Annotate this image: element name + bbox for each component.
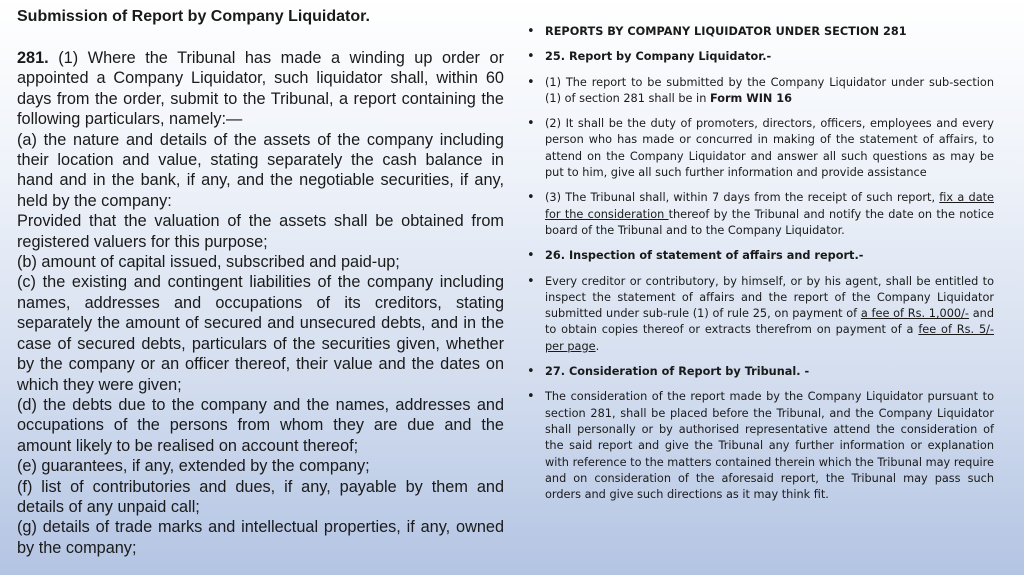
item-c: (c) the existing and contingent liabilities of the company including names, addresses and occupations of its creditors, stating separately the amount of secured and unsecured debts, and in the case of secured debts, particulars of the securities given, whether by the company or an officer thereof, their value and the dates on which they were given; (17, 273, 504, 394)
bullet-icon: • (527, 190, 535, 206)
item-a: (a) the nature and details of the assets of the company including their location and value, stating separately the cash balance in hand and in the bank, if any, and the negotiable securities, if any, held by the company: (17, 130, 504, 210)
list-item-rule27-text (527, 389, 994, 503)
section-number: 281. (17, 49, 49, 67)
rule26-text-b: and to obtain copies thereof or extracts therefrom on payment of a (545, 307, 994, 337)
rule27-title: 27. Consideration of Report by Tribunal. - (545, 365, 810, 379)
section-281-intro (17, 48, 504, 130)
rule26-fee-1: a fee of Rs. 1,000/- (860, 307, 970, 321)
rule25-3-underlined: fix a date for the consideration (545, 191, 994, 221)
item-f: (f) list of contributories and dues, if any, payable by them and details of any unpaid call; (17, 477, 504, 516)
rule25-3-text-a: (3) The Tribunal shall, within 7 days from the receipt of such report, (545, 191, 940, 205)
rule25-1-text: (1) The report to be submitted by the Company Liquidator under sub-section (1) of section 281 shall be in (545, 75, 994, 105)
list-item-rule26-title (527, 248, 994, 264)
bullet-icon: • (527, 273, 535, 289)
bullet-icon: • (527, 49, 535, 65)
item-e: (e) guarantees, if any, extended by the company; (17, 457, 370, 476)
bullet-icon: • (527, 248, 535, 264)
rule26-text-c: . (595, 339, 600, 353)
list-item-rule25-3 (527, 190, 994, 239)
bullet-icon: • (527, 116, 535, 132)
rules-list (527, 24, 994, 503)
list-item-rule27-title (527, 364, 994, 380)
bullet-icon: • (527, 74, 535, 90)
list-item-rule26-text (527, 274, 994, 355)
rule27-text: The consideration of the report made by the Company Liquidator pursuant to section 281, shall be placed before the Tribunal, and the Company Liquidator shall personally or by authorised representative attend the consideration of the said report and give the Tribunal any further information or explanation with reference to the matters contained therein which the Tribunal may require and on consideration of the aforesaid report, the Tribunal may pass such orders and give such directions as it may think fit. (545, 390, 994, 502)
rule25-3-text-b: thereof by the Tribunal and notify the date on the notice board of the Tribunal and to the Company Liquidator. (545, 207, 994, 237)
item-b: (b) amount of capital issued, subscribed and paid-up; (17, 253, 400, 272)
item-g: (g) details of trade marks and intellectual properties, if any, owned by the company; (17, 518, 504, 557)
rule25-title: 25. Report by Company Liquidator.- (545, 50, 772, 64)
rule26-title: 26. Inspection of statement of affairs and report.- (545, 249, 864, 263)
item-a-proviso: Provided that the valuation of the assets shall be obtained from registered valuers for this purpose; (17, 212, 504, 251)
bullet-icon: • (527, 389, 535, 405)
section-intro-text: (1) Where the Tribunal has made a winding up order or appointed a Company Liquidator, such liquidator shall, within 60 days from the order, submit to the Tribunal, a report containing the following particulars, namely:— (17, 49, 505, 129)
form-win16: Form WIN 16 (709, 91, 793, 105)
item-d: (d) the debts due to the company and the names, addresses and occupations of the persons from whom they are due and the amount likely to be realised on account thereof; (17, 395, 504, 455)
rule25-2-text: (2) It shall be the duty of promoters, directors, officers, employees and every person who has made or concurred in making of the statement of affairs, to attend on the Company Liquidator and answer all such questions as may be put to him, give all such further information and provide assistance (545, 117, 994, 180)
rule26-fee-2: fee of Rs. 5/- per page (545, 323, 995, 353)
list-item-heading (527, 24, 994, 40)
left-column (17, 7, 504, 558)
list-item-rule25-2 (527, 116, 994, 181)
bullet-icon: • (527, 364, 535, 380)
list-item-rule25-title (527, 49, 994, 65)
reports-heading: REPORTS BY COMPANY LIQUIDATOR UNDER SECTION 281 (545, 25, 907, 38)
right-column (527, 24, 994, 512)
page-title: Submission of Report by Company Liquidator. (17, 8, 370, 25)
bullet-icon: • (527, 24, 535, 39)
list-item-rule25-1 (527, 75, 994, 108)
rule26-text-a: Every creditor or contributory, by himself, or by his agent, shall be entitled to inspect the statement of affairs and the report of the Company Liquidator submitted under sub-rule (1) of rule 25, on payment of (545, 274, 994, 321)
